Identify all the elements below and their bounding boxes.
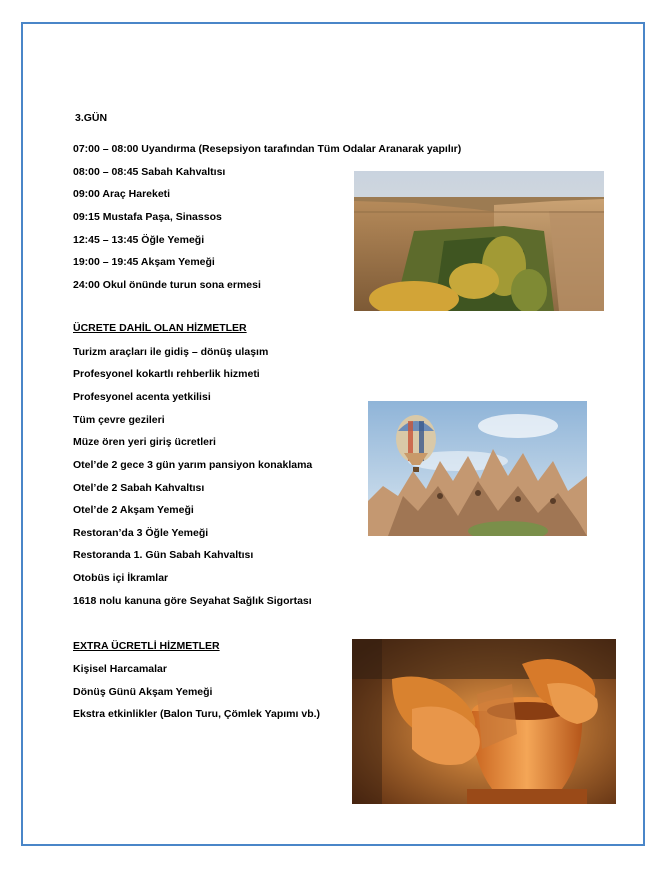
included-heading: ÜCRETE DAHİL OLAN HİZMETLER: [73, 322, 247, 334]
included-item: Restoran’da 3 Öğle Yemeği: [73, 527, 209, 539]
schedule-item: 09:00 Araç Hareketi: [73, 188, 171, 200]
included-item: Otel’de 2 Akşam Yemeği: [73, 504, 194, 516]
included-item: Otel’de 2 Sabah Kahvaltısı: [73, 482, 205, 494]
schedule-item: 24:00 Okul önünde turun sona ermesi: [73, 279, 261, 291]
schedule-item: 07:00 – 08:00 Uyandırma (Resepsiyon tarafından Tüm Odalar Aranarak yapılır): [73, 143, 462, 155]
canyon-valley-photo: [354, 171, 604, 311]
pottery-making-photo: [352, 639, 616, 804]
included-item: Profesyonel acenta yetkilisi: [73, 391, 211, 403]
day-title: 3.GÜN: [75, 112, 108, 124]
schedule-item: 19:00 – 19:45 Akşam Yemeği: [73, 256, 215, 268]
schedule-item: 08:00 – 08:45 Sabah Kahvaltısı: [73, 166, 226, 178]
included-item: Turizm araçları ile gidiş – dönüş ulaşım: [73, 346, 269, 358]
schedule-item: 12:45 – 13:45 Öğle Yemeği: [73, 234, 205, 246]
included-item: Müze ören yeri giriş ücretleri: [73, 436, 216, 448]
schedule-item: 09:15 Mustafa Paşa, Sinassos: [73, 211, 222, 223]
extra-item: Dönüş Günü Akşam Yemeği: [73, 686, 213, 698]
included-item: Profesyonel kokartlı rehberlik hizmeti: [73, 368, 260, 380]
extra-heading: EXTRA ÜCRETLİ HİZMETLER: [73, 640, 220, 652]
included-item: Otel’de 2 gece 3 gün yarım pansiyon konaklama: [73, 459, 313, 471]
balloon-fairy-chimneys-photo: [368, 401, 587, 536]
included-item: Restoranda 1. Gün Sabah Kahvaltısı: [73, 549, 254, 561]
included-item: Tüm çevre gezileri: [73, 414, 165, 426]
extra-item: Ekstra etkinlikler (Balon Turu, Çömlek Yapımı vb.): [73, 708, 321, 720]
extra-item: Kişisel Harcamalar: [73, 663, 167, 675]
included-item: Otobüs içi İkramlar: [73, 572, 169, 584]
included-item: 1618 nolu kanuna göre Seyahat Sağlık Sigortası: [73, 595, 312, 607]
